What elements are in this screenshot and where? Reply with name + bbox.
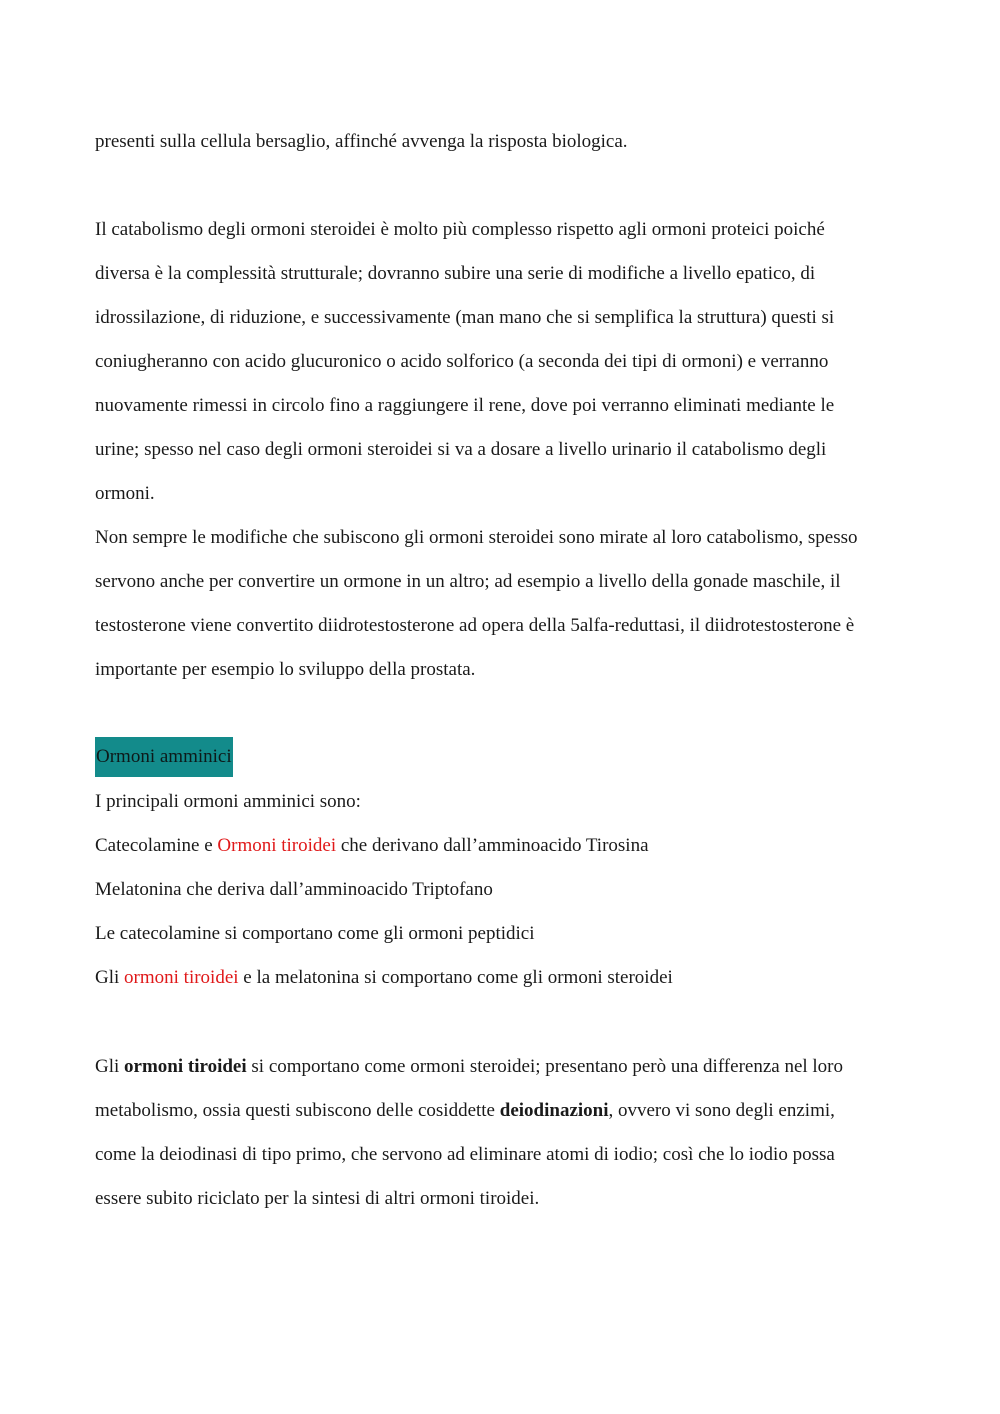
paragraph-line: essere subito riciclato per la sintesi di altri ormoni tiroidei. <box>95 1188 540 1209</box>
highlighted-term: ormoni tiroidei <box>124 967 239 988</box>
paragraph-text: metabolismo, ossia questi subiscono delle cosiddette <box>95 1100 500 1121</box>
paragraph-line: Non sempre le modifiche che subiscono gli ormoni steroidei sono mirate al loro catabolismo, spesso <box>95 527 858 548</box>
paragraph-line: servono anche per convertire un ormone in un altro; ad esempio a livello della gonade maschile, il <box>95 571 841 592</box>
highlighted-term: Ormoni tiroidei <box>217 835 337 856</box>
paragraph-line: idrossilazione, di riduzione, e successivamente (man mano che si semplifica la struttura) questi si <box>95 307 835 328</box>
paragraph-line: urine; spesso nel caso degli ormoni steroidei si va a dosare a livello urinario il catabolismo degli <box>95 439 827 460</box>
paragraph-line: presenti sulla cellula bersaglio, affinché avvenga la risposta biologica. <box>95 131 628 152</box>
list-item: Melatonina che deriva dall’amminoacido Triptofano <box>95 879 493 900</box>
list-item <box>95 966 673 990</box>
paragraph-line: coniugheranno con acido glucuronico o acido solforico (a seconda dei tipi di ormoni) e verranno <box>95 351 829 372</box>
paragraph-line: come la deiodinasi di tipo primo, che servono ad eliminare atomi di iodio; così che lo iodio possa <box>95 1144 835 1165</box>
paragraph-line: importante per esempio lo sviluppo della prostata. <box>95 659 476 680</box>
list-item-text: e la melatonina si comportano come gli ormoni steroidei <box>238 967 673 988</box>
list-intro: I principali ormoni amminici sono: <box>95 791 361 812</box>
paragraph-line: diversa è la complessità strutturale; dovranno subire una serie di modifiche a livello epatico, di <box>95 263 816 284</box>
paragraph-text: Gli <box>95 1056 125 1077</box>
list-item-text: Gli <box>95 967 125 988</box>
paragraph-line: testosterone viene convertito diidrotestosterone ad opera della 5alfa-reduttasi, il diidrotestosterone è <box>95 615 855 636</box>
paragraph-text: si comportano come ormoni steroidei; presentano però una differenza nel loro <box>246 1056 844 1077</box>
paragraph-line: Il catabolismo degli ormoni steroidei è molto più complesso rispetto agli ormoni proteici poiché <box>95 219 825 240</box>
list-item-text: Catecolamine e <box>95 835 218 856</box>
paragraph-line <box>95 1055 843 1079</box>
section-heading: Ormoni amminici <box>95 737 233 777</box>
paragraph-line: nuovamente rimessi in circolo fino a raggiungere il rene, dove poi verranno eliminati mediante le <box>95 395 835 416</box>
list-item: Le catecolamine si comportano come gli ormoni peptidici <box>95 923 535 944</box>
bold-term: ormoni tiroidei <box>124 1056 247 1077</box>
paragraph-line: ormoni. <box>95 483 155 504</box>
list-item <box>95 834 649 858</box>
list-item-text: che derivano dall’amminoacido Tirosina <box>336 835 649 856</box>
paragraph-text: , ovvero vi sono degli enzimi, <box>608 1100 835 1121</box>
bold-term: deiodinazioni <box>499 1100 609 1121</box>
paragraph-line <box>95 1099 835 1123</box>
